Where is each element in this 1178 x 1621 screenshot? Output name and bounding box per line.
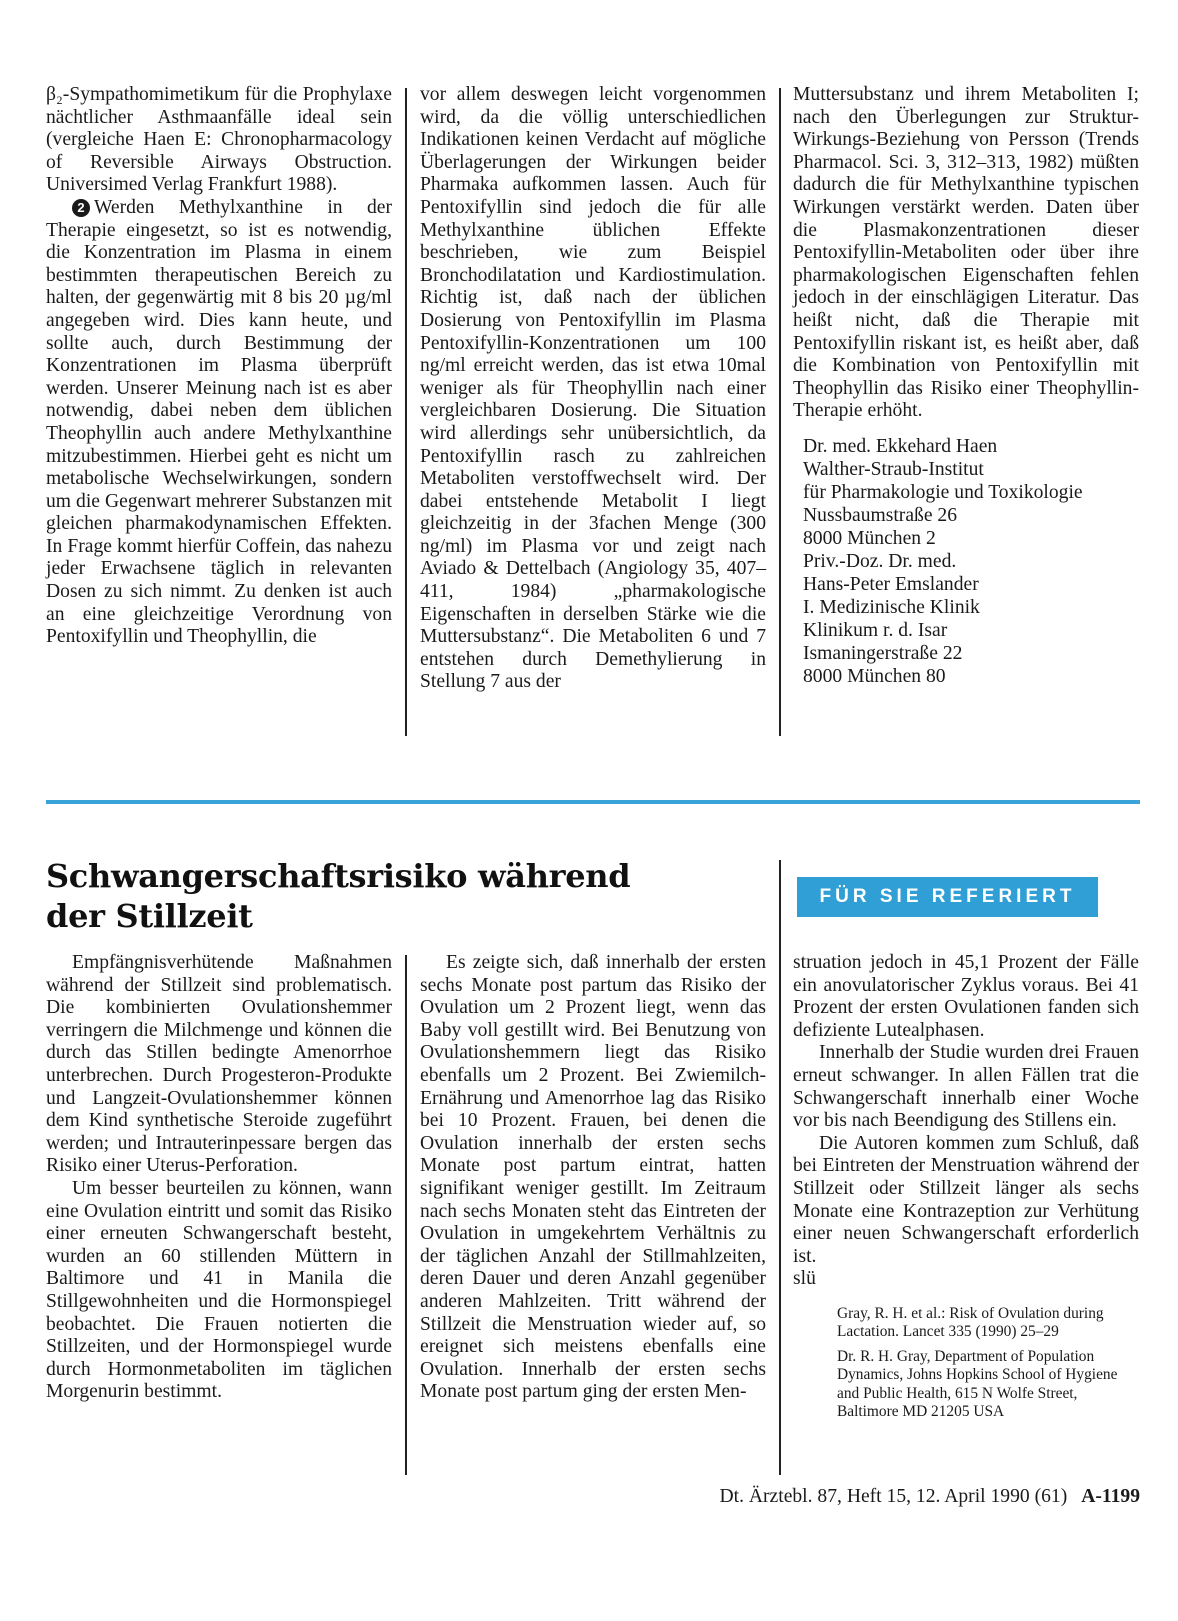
- paragraph-text: Werden Methylxanthine in der Therapie eingesetzt, so ist es notwendig, die Konzentration im Plasma in einem bestimmten therapeutischen Bereich zu halten, der gegenwärtig mit 8 bis 20 µg/ml angegeben wird. Dies kann heute, und sollte auch, durch Bestimmung der Konzentrationen im Plasma überprüft werden. Unserer Meinung nach ist es aber notwendig, dabei neben dem üblichen Theophyllin auch andere Methylxanthine mitzubestimmen. Hierbei geht es nicht um metabolische Wechselwirkungen, sondern um die Gegenwart mehrerer Substanzen mit gleichen pharmakodynamischen Effekten. In Frage kommt hierfür Coffein, das nahezu jeder Erwachsene täglich in relevanten Dosen zu sich nimmt. Zu denken ist auch an eine gleichzeitige Verordnung von Pentoxifyllin und Theophyllin, die: [46, 196, 392, 648]
- author-address: [803, 435, 1139, 688]
- top-article-column-3: [793, 84, 1139, 688]
- address-line: Nussbaumstraße 26: [803, 504, 958, 526]
- column-divider: [779, 860, 781, 960]
- address-line: I. Medizinische Klinik: [803, 596, 980, 618]
- column-divider: [779, 88, 781, 736]
- address-line: Dr. med. Ekkehard Haen: [803, 435, 998, 457]
- point-number-badge: 2: [72, 199, 90, 217]
- paragraph: Empfängnisverhütende Maßnahmen während der Stillzeit sind problematisch. Die kombinierten Ovulationshemmer verringern die Milchmenge und können die durch das Stillen bedingte Amenorrhoe unterbrechen. Durch Progesteron-Produkte und Langzeit-Ovulationshemmer können dem Kind synthetische Steroide zugeführt werden; und Intrauterinpessare bergen das Risiko einer Uterus-Perforation.: [46, 952, 392, 1177]
- address-line: Ismaningerstraße 22: [803, 642, 963, 664]
- paragraph: Muttersubstanz und ihrem Metaboliten I; nach den Überlegungen zur Struktur-Wirkungs-Beziehung von Persson (Trends Pharmacol. Sci. 3, 312–313, 1982) müßten dadurch die für Methylxanthine typischen Wirkungen verstärkt werden. Daten über die Plasmakonzentrationen dieser Pentoxifyllin-Metaboliten oder über ihre pharmakologischen Eigenschaften fehlen jedoch in der einschlägigen Literatur. Das heißt nicht, daß die Therapie mit Pentoxifyllin riskant ist, es heißt aber, daß die Kombination von Pentoxifyllin mit Theophyllin das Risiko einer Theophyllin-Therapie erhöht.: [793, 84, 1139, 422]
- paragraph: vor allem deswegen leicht vorgenommen wird, da die völlig unterschiedlichen Indikationen keinen Verdacht auf mögliche Überlagerungen der Wirkungen beider Pharmaka aufkommen lassen. Auch für Pentoxifyllin sind jedoch die für alle Methylxanthine üblichen Effekte beschrieben, wie zum Beispiel Bronchodilatation und Kardiostimulation. Richtig ist, daß nach der üblichen Dosierung von Pentoxifyllin im Plasma Pentoxifyllin-Konzentrationen um 100 ng/ml erreicht werden, das ist etwa 10mal weniger als für Theophyllin nach einer vergleichbaren Dosierung. Die Situation wird allerdings sehr unübersichtlich, da Pentoxifyllin rasch zu zahlreichen Metaboliten verstoffwechselt wird. Der dabei entstehende Metabolit I liegt gleichzeitig in der 3fachen Menge (300 ng/ml) im Plasma vor und zeigt nach Aviado & Dettelbach (Angiology 35, 407–411, 1984) „pharmakologische Eigenschaften in derselben Stärke wie die Muttersubstanz“. Die Metaboliten 6 und 7 entstehen durch Demethylierung in Stellung 7 aus der: [420, 84, 766, 693]
- column-divider: [405, 88, 407, 736]
- section-divider: [46, 800, 1140, 804]
- top-article-column-2: [420, 84, 766, 694]
- reference-citation: Gray, R. H. et al.: Risk of Ovulation during Lactation. Lancet 335 (1990) 25–29: [837, 1304, 1104, 1341]
- address-line: 8000 München 2: [803, 527, 936, 549]
- paragraph: struation jedoch in 45,1 Prozent der Fälle ein anovulatorischer Zyklus voraus. Bei 41 Prozent der ersten Ovulationen fanden sich defiziente Lutealphasen.: [793, 952, 1139, 1041]
- paragraph: [46, 197, 392, 649]
- paragraph: β₂-Sympathomimetikum für die Prophylaxe nächtlicher Asthmaanfälle ideal sein (vergleiche Haen E: Chronopharmacology of Reversible Airways Obstruction. Universimed Verlag Frankfurt 1988).: [46, 84, 392, 196]
- column-divider: [779, 955, 781, 1475]
- references: [837, 1305, 1139, 1422]
- address-line: für Pharmakologie und Toxikologie: [803, 481, 1083, 503]
- paragraph: Innerhalb der Studie wurden drei Frauen erneut schwanger. In allen Fällen trat die Schwangerschaft innerhalb einer Woche vor bis nach Beendigung des Stillens ein.: [793, 1042, 1139, 1132]
- address-line: Klinikum r. d. Isar: [803, 619, 948, 641]
- headline-line: Schwangerschaftsrisiko während: [46, 857, 631, 895]
- address-line: Priv.-Doz. Dr. med.: [803, 550, 957, 572]
- reference-address: Dr. R. H. Gray, Department of Population Dynamics, Johns Hopkins School of Hygiene and Public Health, 615 N Wolfe Street, Baltimore MD 21205 USA: [837, 1347, 1118, 1421]
- author-signature: slü: [793, 1268, 816, 1290]
- column-divider: [405, 955, 407, 1475]
- bottom-article-column-1: [46, 952, 392, 1404]
- bottom-article-column-2: [420, 952, 766, 1404]
- paragraph: Um besser beurteilen zu können, wann eine Ovulation eintritt und somit das Risiko einer erneuten Schwangerschaft besteht, wurden an 60 stillenden Müttern in Baltimore und 41 in Manila die Stillgewohnheiten und die Hormonspiegel beobachtet. Die Frauen notierten die Stillzeiten, und der Hormonspiegel wurde durch Hormonmetaboliten im täglichen Morgenurin bestimmt.: [46, 1177, 392, 1403]
- bottom-article-column-3: [793, 952, 1139, 1428]
- address-line: Walther-Straub-Institut: [803, 458, 984, 480]
- page-footer: [719, 1486, 1140, 1508]
- article-headline: [46, 856, 726, 936]
- headline-line: der Stillzeit: [46, 897, 253, 935]
- address-line: Hans-Peter Emslander: [803, 573, 979, 595]
- top-article-column-1: [46, 84, 392, 649]
- section-label-box: FÜR SIE REFERIERT: [797, 877, 1098, 917]
- address-line: 8000 München 80: [803, 665, 946, 687]
- journal-citation: Dt. Ärztebl. 87, Heft 15, 12. April 1990 (61): [719, 1486, 1068, 1507]
- page-number: A-1199: [1081, 1486, 1140, 1507]
- paragraph: Es zeigte sich, daß innerhalb der ersten sechs Monate post partum das Risiko der Ovulation um 2 Prozent liegt, wenn das Baby voll gestillt wird. Bei Benutzung von Ovulationshemmern liegt das Risiko ebenfalls um 2 Prozent. Bei Zwiemilch-Ernährung und Amenorrhoe lag das Risiko bei 10 Prozent. Frauen, bei denen die Ovulation innerhalb der ersten sechs Monate post partum eintrat, hatten signifikant weniger gestillt. Im Zeitraum nach sechs Monaten steht das Eintreten der Ovulation in umgekehrtem Verhältnis zu der täglichen Anzahl der Stillmahlzeiten, deren Dauer und deren Anzahl gegenüber anderen Mahlzeiten. Tritt während der Stillzeit die Menstruation wieder auf, so ereignet sich meistens ebenfalls eine Ovulation. Innerhalb der ersten sechs Monate post partum ging der ersten Men-: [420, 952, 766, 1403]
- paragraph: Die Autoren kommen zum Schluß, daß bei Eintreten der Menstruation während der Stillzeit oder Stillzeit länger als sechs Monate eine Kontrazeption zur Verhütung einer neuen Schwangerschaft erforderlich ist.: [793, 1132, 1139, 1267]
